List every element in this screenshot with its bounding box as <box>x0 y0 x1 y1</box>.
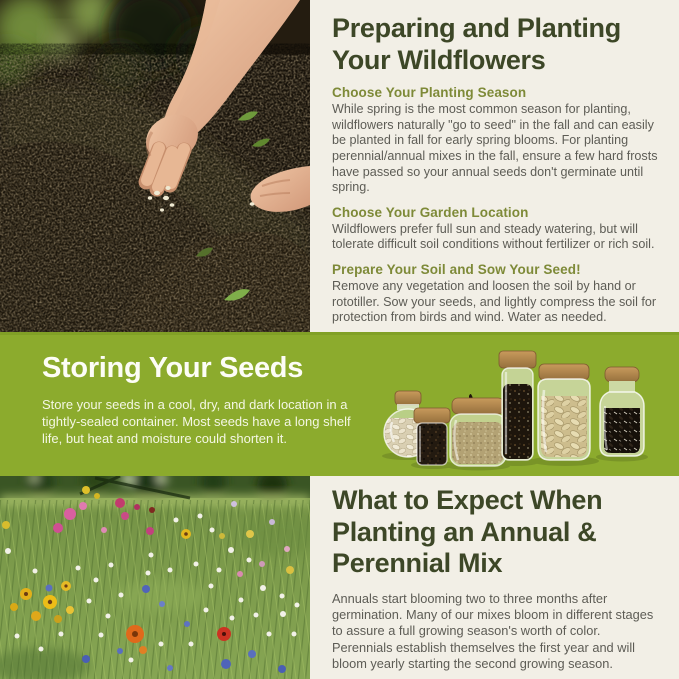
jar-tall-speckled-seeds <box>499 351 536 460</box>
seeding-photo-art <box>0 0 310 332</box>
planting-season-heading: Choose Your Planting Season <box>332 85 527 101</box>
section-prepare-soil <box>332 262 664 326</box>
storing-seeds-text-block <box>42 352 354 448</box>
section-planting-season <box>332 85 664 196</box>
jar-pumpkin-seeds <box>538 364 590 460</box>
jar-dark-seeds <box>414 408 450 465</box>
seed-jars-art <box>378 334 678 476</box>
section-garden-location <box>332 205 664 253</box>
bottom-panel-body: Annuals start blooming two to three months after germination. Many of our mixes bloom in different stages to assure a full growing season's worth of color. Perennials establish themselves the first year and will bloom yearly starting the second growing season. <box>332 590 654 672</box>
garden-location-heading: Choose Your Garden Location <box>332 204 529 220</box>
planting-season-body: While spring is the most common season for planting, wildflowers naturally "go to seed" in the fall and can easily be planted in fall for early spring blooms. For planting perennial/annual mixes in the fall, ensure a few hard frosts have passed so your annual seeds don't germinate until spring. <box>332 102 658 195</box>
seed-jars-photo <box>378 334 678 476</box>
storing-seeds-body: Store your seeds in a cool, dry, and dark location in a tightly-sealed container. Most seeds have a long shelf life, but heat and moisture could shorten it. <box>42 397 351 446</box>
what-to-expect-panel <box>310 476 679 679</box>
storing-seeds-band <box>0 332 679 476</box>
meadow-photo-art <box>0 476 310 679</box>
prepare-soil-body: Remove any vegetation and loosen the soil by hand or rototiller. Sow your seeds, and lightly compress the soil for protection from birds and wind. Water as needed. <box>332 279 657 325</box>
wildflower-meadow-photo <box>0 476 310 679</box>
storing-seeds-title: Storing Your Seeds <box>42 352 304 384</box>
bottom-panel-title: What to Expect When Planting an Annual & Perennial Mix <box>332 485 603 579</box>
hand-sowing-seeds-photo <box>0 0 310 332</box>
top-panel-title: Preparing and Planting Your Wildflowers <box>332 13 621 75</box>
jar-sunflower-seeds <box>600 367 644 456</box>
jar-grain-seeds <box>450 394 506 466</box>
garden-location-body: Wildflowers prefer full sun and steady watering, but will tolerate difficult soil conditions without fertilizer or rich soil. <box>332 221 655 252</box>
preparing-planting-panel <box>310 0 679 332</box>
prepare-soil-heading: Prepare Your Soil and Sow Your Seed! <box>332 262 581 278</box>
